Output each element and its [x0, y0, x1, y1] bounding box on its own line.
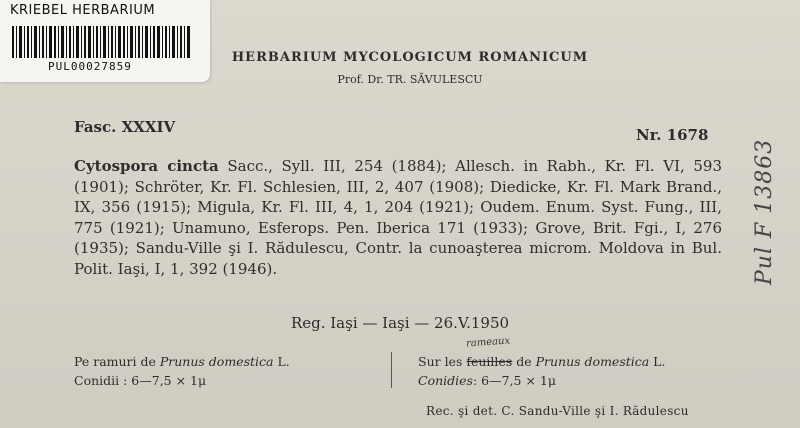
barcode-number: PUL00027859: [48, 60, 132, 73]
french-description: [418, 352, 665, 390]
column-divider: [391, 352, 392, 388]
barcode-label: [0, 0, 210, 82]
barcode-title: KRIEBEL HERBARIUM: [10, 3, 156, 18]
region-line: Reg. Iaşi — Iaşi — 26.V.1950: [290, 314, 510, 332]
conidia-line-fr: [418, 371, 665, 390]
citation-block: [74, 156, 722, 279]
side-handwritten-annotation: Pul F 13863: [752, 138, 777, 285]
collectors-line: Rec. şi det. C. Sandu-Ville şi I. Rădulescu: [426, 404, 689, 418]
host-line-ro: [74, 352, 290, 371]
citation-text: Sacc., Syll. III, 254 (1884); Allesch. in Rabh., Kr. Fl. VI, 593 (1901); Schröter, Kr. Fl. Schlesien, III, 2, 407 (1908); Diedicke, Kr. Fl. Mark Brand., IX, 356 (1915); Migula, Kr. Fl. III, 4, 1, 204 (1921); Oudem. Enum. Syst. Fung., III, 775 (1921); Unamuno, Esferops. Pen. Iberica 171 (1933); Grove, Brit. Fgi., I, 276 (1935); Sandu-Ville şi I. Rădulescu, Contr. la cunoaşterea microm. Moldova in Bul. Polit. Iaşi, I, 1, 392 (1946).: [74, 157, 722, 278]
host-suffix-fr: L.: [649, 354, 666, 369]
conidies-measure: : 6—7,5 × 1μ: [472, 373, 556, 388]
herbarium-subtitle: Prof. Dr. TR. SĂVULESCU: [337, 73, 483, 86]
host-suffix-ro: L.: [273, 354, 290, 369]
host-prefix-fr: Sur les: [418, 354, 467, 369]
conidies-label: Conidies: [418, 373, 473, 388]
fascicle-number: Fasc. XXXIV: [74, 118, 176, 136]
herbarium-title: HERBARIUM MYCOLOGICUM ROMANICUM: [231, 50, 589, 65]
host-mid-fr: de: [512, 354, 536, 369]
host-species-ro: Prunus domestica: [159, 354, 274, 369]
struck-word: feuilles: [466, 354, 513, 369]
host-line-fr: [418, 352, 665, 371]
handwritten-correction: rameaux: [465, 335, 511, 350]
conidia-line-ro: Conidii : 6—7,5 × 1μ: [74, 373, 207, 388]
host-prefix-ro: Pe ramuri de: [74, 354, 160, 369]
host-species-fr: Prunus domestica: [535, 354, 650, 369]
romanian-description: [74, 352, 290, 390]
specimen-number: Nr. 1678: [636, 126, 709, 144]
species-name: Cytospora cincta: [74, 157, 219, 175]
